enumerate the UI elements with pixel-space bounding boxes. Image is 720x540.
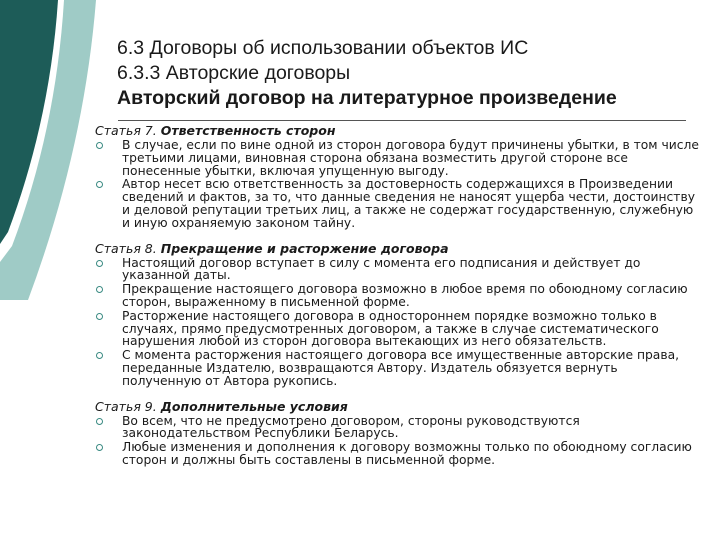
title-line-3: Авторский договор на литературное произведение [117,87,617,109]
list-item [95,310,700,348]
section-heading [95,400,700,414]
list-item-text: Любые изменения и дополнения к договору возможны только по обоюдному согласию сторон и должны быть составлены в письменной форме. [122,440,692,467]
section-list [95,139,700,230]
section-title: Ответственность сторон [160,123,336,138]
list-item-text: С момента расторжения настоящего договора все имущественные авторские права, переданные Издателю, возвращаются Автору. Издатель обязуется вернуть полученную от Автора рукопись. [122,348,680,388]
section-heading [95,242,700,256]
section-label: Статья 9. [95,398,157,414]
circle-bullet-icon [96,352,103,359]
list-item-text: Настоящий договор вступает в силу с момента его подписания и действует до указанной даты. [122,255,641,283]
circle-bullet-icon [96,181,103,188]
section-heading [95,124,700,138]
circle-bullet-icon [96,286,103,293]
slide-title [117,36,707,111]
list-item-text: Во всем, что не предусмотрено договором, стороны руководствуются законодательством Республики Беларусь. [122,413,580,441]
list-item [95,283,700,309]
list-item [95,415,700,441]
section-label: Статья 7. [95,123,157,138]
circle-bullet-icon [96,313,103,320]
circle-bullet-icon [96,418,103,425]
section-title: Прекращение и расторжение договора [160,240,449,256]
list-item [95,349,700,387]
section-title: Дополнительные условия [160,398,348,414]
title-line-2: 6.3.3 Авторские договоры [117,62,351,84]
section-article-7 [95,124,700,230]
circle-bullet-icon [96,444,103,451]
list-item [95,178,700,229]
circle-bullet-icon [96,260,103,267]
section-article-9 [95,400,700,467]
list-item [95,441,700,467]
list-item-text: Автор несет всю ответственность за достоверность содержащихся в Произведении сведений и фактов, за то, что данные сведения не наносят ущерба чести, достоинству и деловой репутации третьих лиц, а также не содержат государственную, служебную и иную охраняемую законом тайну. [122,177,695,230]
title-line-1: 6.3 Договоры об использовании объектов ИС [117,37,529,59]
section-article-8 [95,242,700,388]
document-body [95,124,700,467]
section-label: Статья 8. [95,240,157,256]
list-item [95,139,700,177]
list-item [95,257,700,283]
list-item-text: Прекращение настоящего договора возможно в любое время по обоюдному согласию сторон, выраженному в письменной форме. [122,282,688,309]
list-item-text: В случае, если по вине одной из сторон договора будут причинены убытки, в том числе третьими лицами, виновная сторона обязана возместить другой стороне все понесенные убытки, включая упущенную выгоду. [122,138,699,178]
circle-bullet-icon [96,142,103,149]
title-divider [118,120,686,121]
section-list [95,257,700,388]
list-item-text: Расторжение настоящего договора в одностороннем порядке возможно только в случаях, прямо предусмотренных договором, а также в случае систематического нарушения любой из сторон договора вытекающих из него обязательств. [122,308,659,349]
section-list [95,415,700,467]
